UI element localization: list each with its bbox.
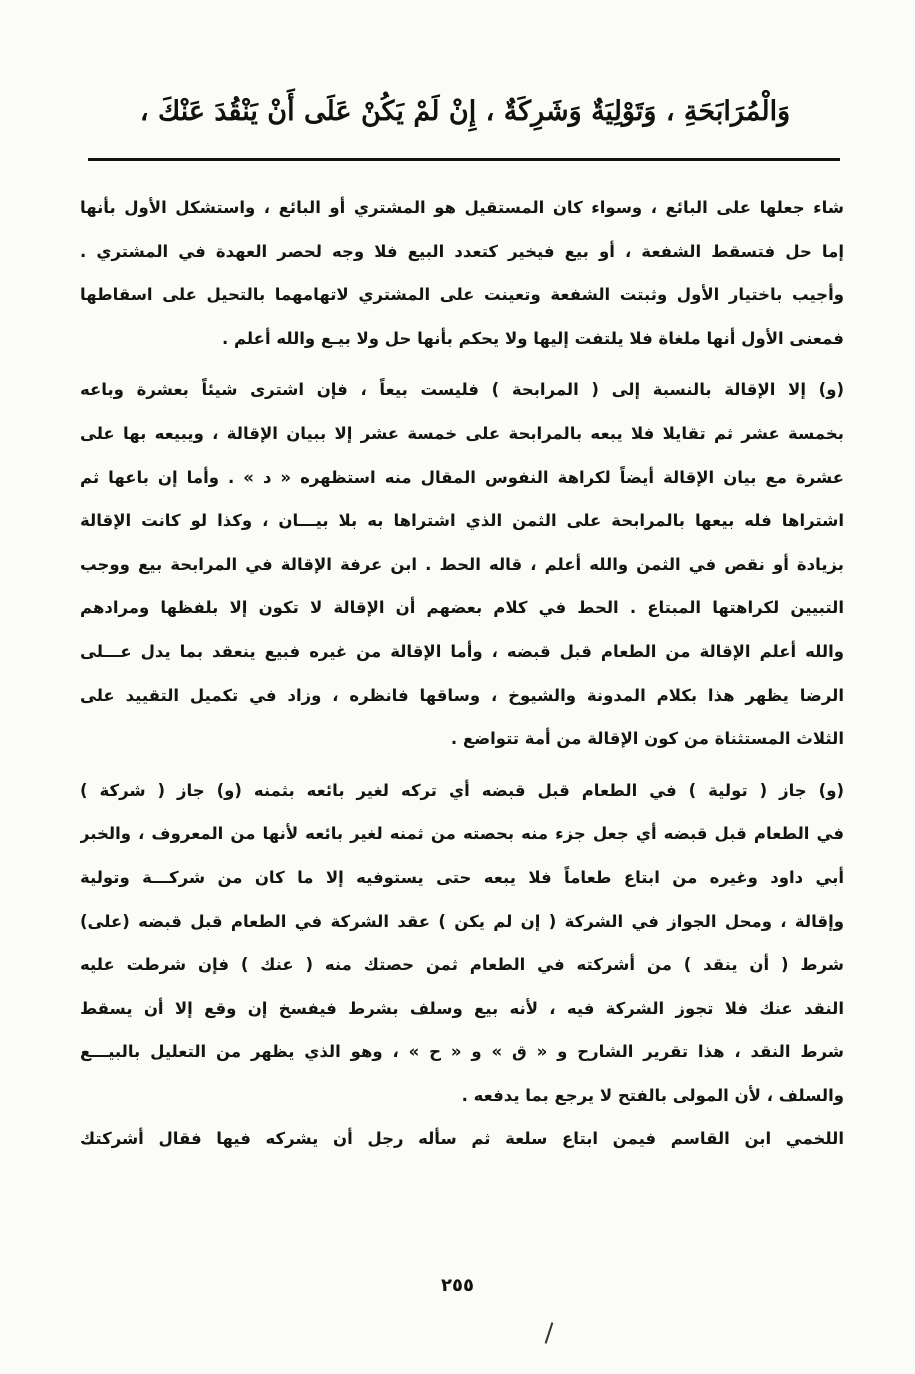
text-line: وإقالة ، ومحل الجواز في الشركة ( إن لم يكن ) عقد الشركة في الطعام قبل قبضه (على) — [80, 911, 844, 931]
text-line: في الطعام قبل قبضه أي جعل جزء منه بحصته من ثمنه لغير بائعه لأنها من المعروف ، والخبر — [80, 824, 844, 844]
scan-mark — [545, 1322, 554, 1344]
text-line: التبيين لكراهتها المبتاع . الحط في كلام بعضهم أن الإقالة لا تكون إلا بلفظها ومرادهم — [80, 598, 844, 618]
text-line: بزيادة أو نقص في الثمن والله أعلم ، قاله الحط . ابن عرفة الإقالة في المرابحة بيع ووجب — [80, 554, 844, 574]
text-line: النقد عنك فلا تجوز الشركة فيه ، لأنه بيع وسلف بشرط فيفسخ إن وقع إلا أن يسقط — [80, 998, 844, 1018]
text-line: شرط النقد ، هذا تقرير الشارح و « ق » و « ح » ، وهو الذي يظهر من التعليل بالبيـــع — [80, 1042, 844, 1062]
text-line: اشتراها فله بيعها بالمرابحة على الثمن الذي اشتراها به بلا بيـــان ، وكذا لو كانت الإقالة — [80, 511, 844, 531]
text-line: أبي داود وغيره من ابتاع طعاماً فلا يبعه حتى يستوفيه إلا ما كان من شركـــة وتولية — [80, 867, 844, 887]
text-line: والسلف ، لأن المولى بالفتح لا يرجع بما يدفعه . — [461, 1085, 844, 1105]
text-line: وأجيب باختيار الأول وثبتت الشفعة وتعينت على المشتري لاتهامهما بالتحيل على اسقاطها — [80, 285, 844, 305]
text-line: بخمسة عشر ثم تقايلا فلا يبعه بالمرابحة على خمسة عشر إلا ببيان الإقالة ، ويبيعه بها على — [80, 423, 844, 443]
text-line: عشرة مع بيان الإقالة أيضاً لكراهة النفوس المقال منه استظهره « د » . وأما إن باعها ثم — [80, 467, 844, 487]
commentary-body — [80, 186, 844, 1161]
page-number: ٢٥٥ — [441, 1275, 474, 1296]
text-line: الرضا يظهر هذا بكلام المدونة والشيوخ ، وساقها فانظره ، وزاد في تكميل التقييد على — [80, 685, 844, 705]
paragraph-4 — [80, 1117, 844, 1161]
text-line: فمعنى الأول أنها ملغاة فلا يلتفت إليها ولا يحكم بأنها حل ولا بيـع والله أعلم . — [221, 328, 844, 348]
text-line: والله أعلم الإقالة من الطعام قبل قبضه ، وأما الإقالة من غيره فبيع ينعقد بما يدل عـــلى — [80, 641, 844, 661]
text-line: (و) إلا الإقالة بالنسبة إلى ( المرابحة ) فليست بيعاً ، فإن اشترى شيئاً بعشرة وباعه — [80, 380, 844, 400]
text-line: إما حل فتسقط الشفعة ، أو بيع فيخير كتعدد البيع فلا وجه لحصر العهدة في المشتري . — [80, 241, 844, 261]
text-line: (و) جاز ( تولية ) في الطعام قبل قبضه أي تركه لغير بائعه بثمنه (و) جاز ( شركة ) — [80, 780, 844, 800]
text-line: شرط ( أن ينقد ) من أشركته في الطعام ثمن حصتك منه ( عنك ) فإن شرطت عليه — [80, 955, 844, 975]
text-line: شاء جعلها على البائع ، وسواء كان المستقيل هو المشتري أو البائع ، واستشكل الأول بأنها — [80, 198, 844, 217]
header-divider — [88, 158, 840, 161]
paragraph-2 — [80, 368, 844, 760]
paragraph-1 — [80, 186, 844, 360]
paragraph-3 — [80, 769, 844, 1118]
text-line: اللخمي ابن القاسم فيمن ابتاع سلعة ثم سأله رجل أن يشركه فيها فقال أشركتك — [80, 1129, 844, 1149]
text-line: الثلاث المستثناة من كون الإقالة من أمة تتواضع . — [450, 729, 844, 749]
page-header-verse: وَالْمُرَابَحَةِ ، وَتَوْلِيَةٌ وَشَرِكَةٌ ، إِنْ لَمْ يَكُنْ عَلَى أَنْ يَنْقُدَ عَنْكَ ، — [139, 96, 791, 127]
